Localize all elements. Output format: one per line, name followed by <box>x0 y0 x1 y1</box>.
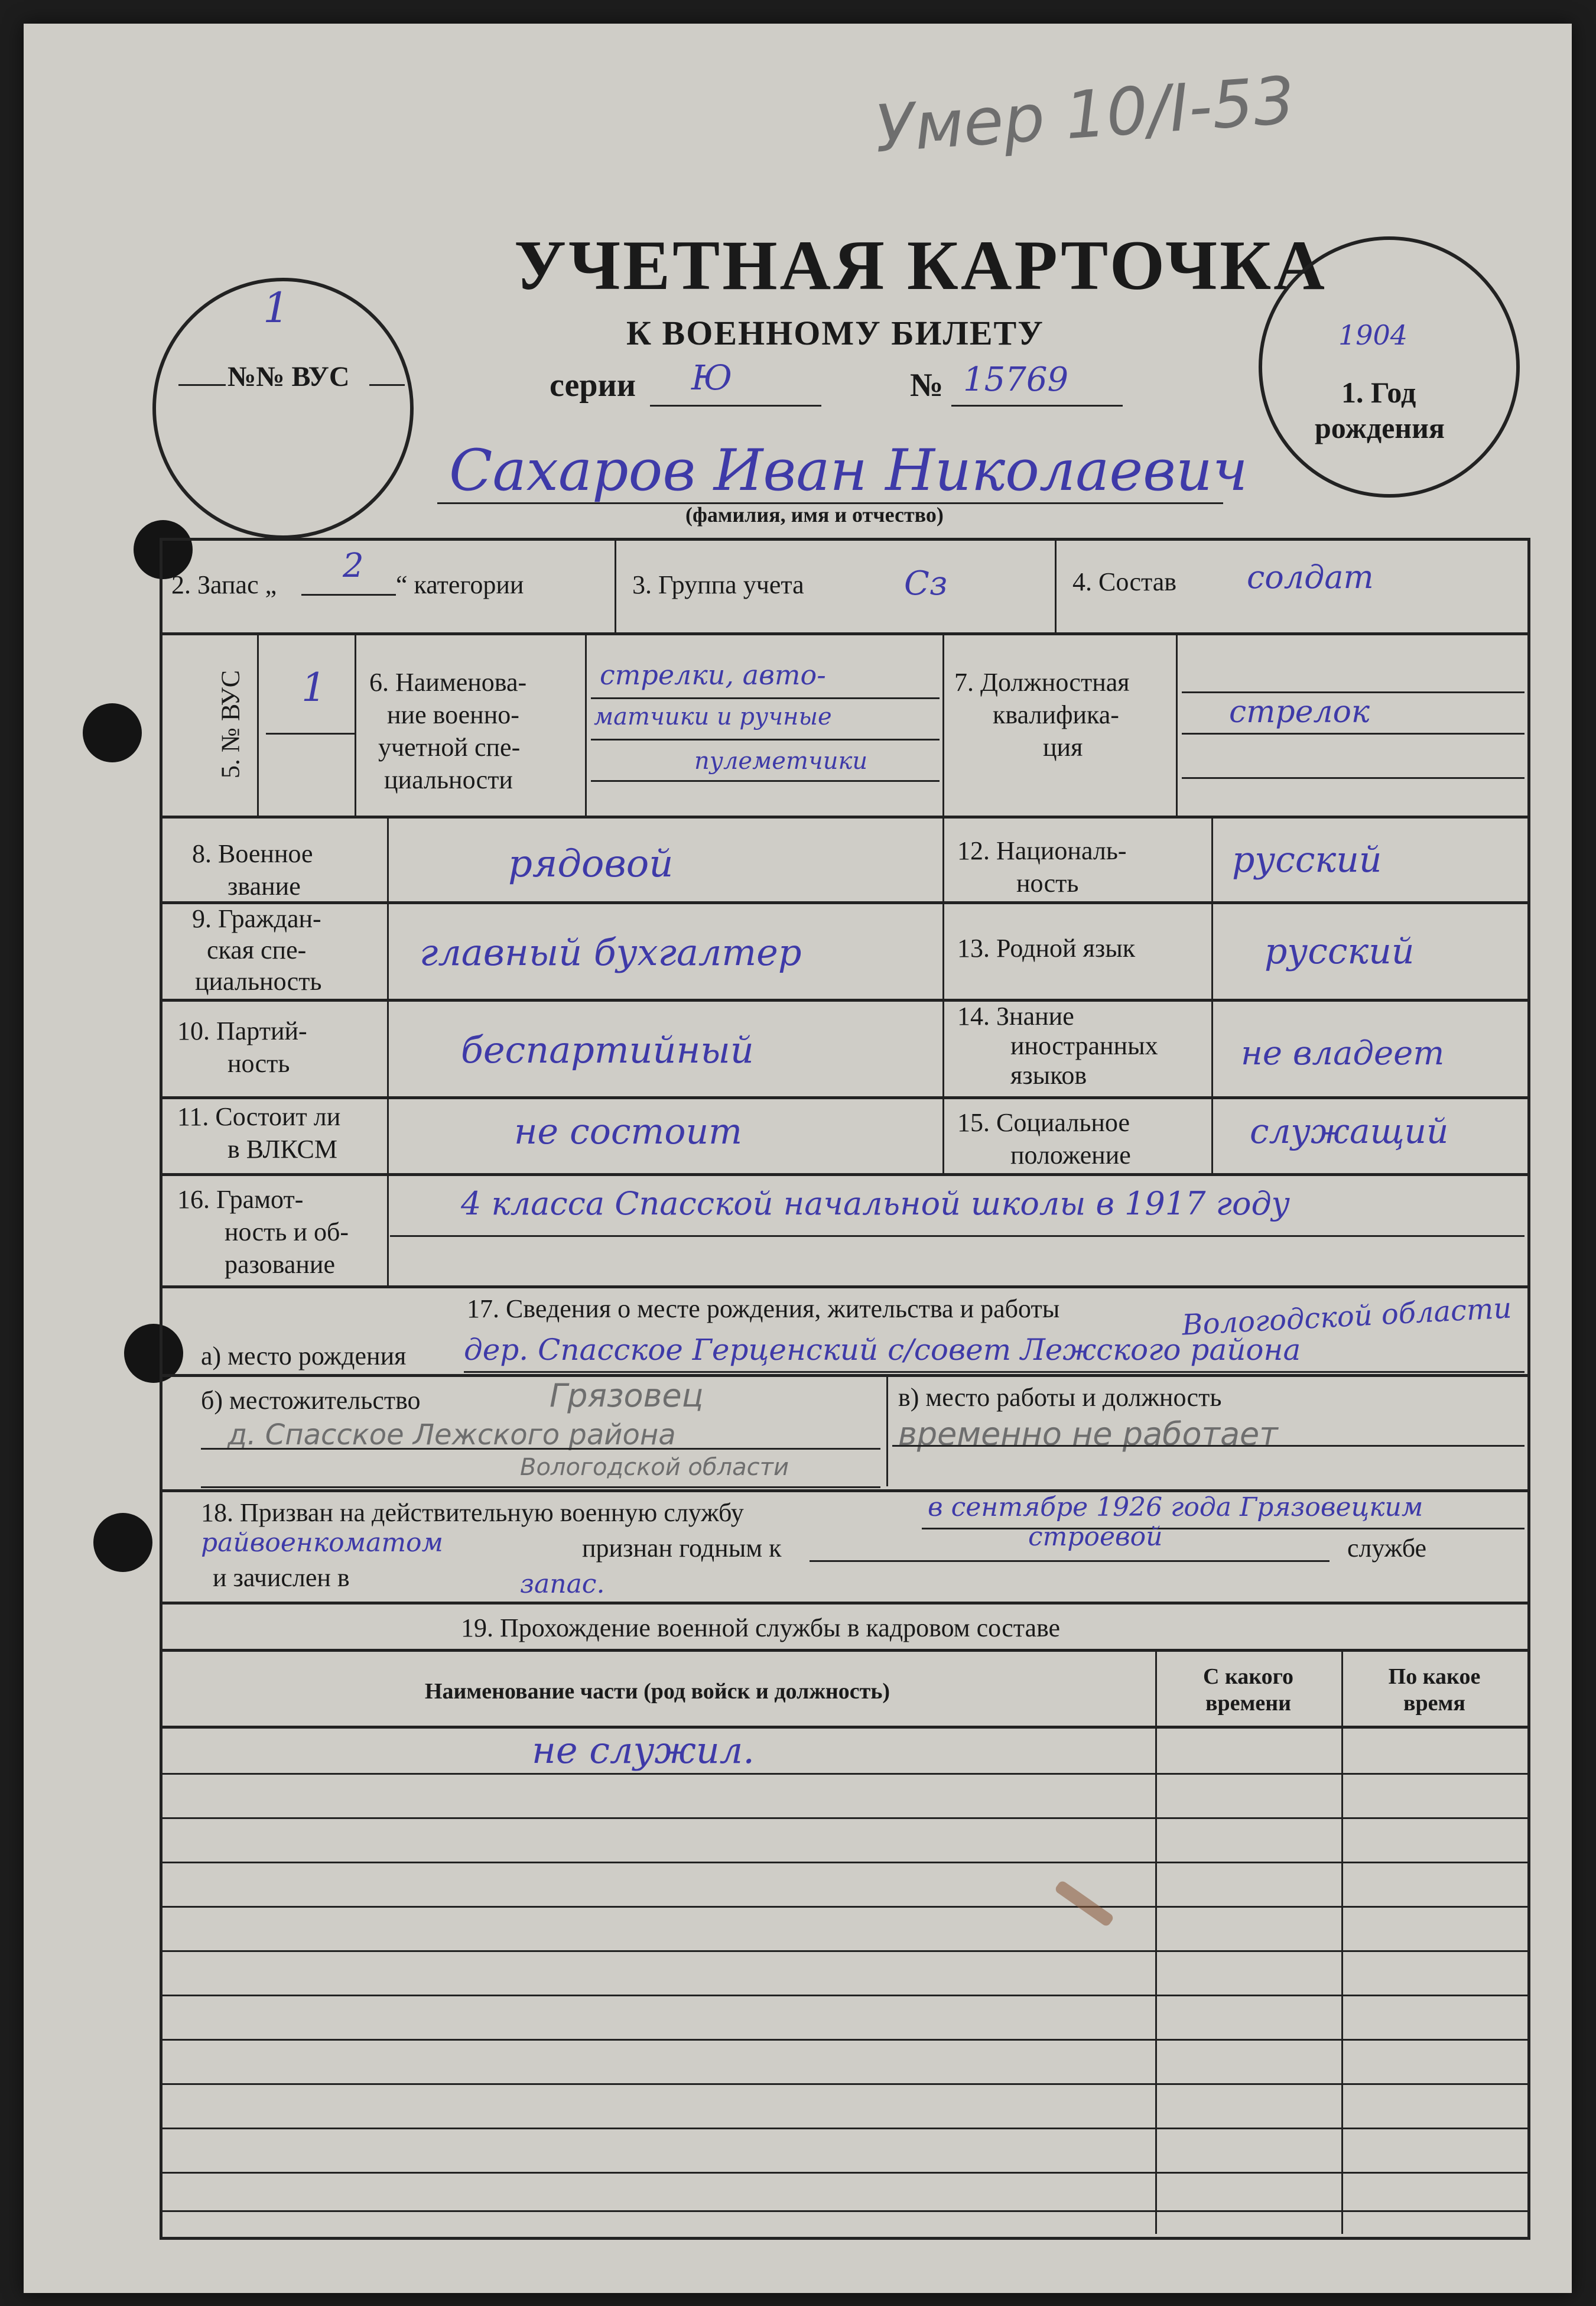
party-label-2: ность <box>227 1049 290 1078</box>
spec-label-1: 6. Наименова- <box>369 668 527 697</box>
reserve-suffix: “ категории <box>396 570 524 599</box>
section19-title: 19. Прохождение военной службы в кадровом составе <box>461 1613 1061 1642</box>
year-circle-label-1: 1. Год <box>1341 376 1416 409</box>
reserve-label: 2. Запас „ <box>171 570 277 599</box>
full-name-caption: (фамилия, имя и отчество) <box>685 503 944 527</box>
foreign-lang-label-2: иностранных <box>1010 1031 1158 1060</box>
education-label-1: 16. Грамот- <box>177 1185 304 1214</box>
social-value: служащий <box>1250 1111 1449 1151</box>
foreign-lang-value: не владеет <box>1241 1034 1445 1073</box>
nationality-label-1: 12. Националь- <box>957 836 1127 865</box>
qual-label-3: ция <box>1043 733 1083 762</box>
service-suffix: службе <box>1347 1534 1427 1563</box>
civil-spec-label-2: ская спе- <box>207 936 307 964</box>
vus-label: 5. № ВУС <box>216 670 245 779</box>
residence-value-3: Вологодской области <box>520 1454 789 1481</box>
qual-label-2: квалифика- <box>993 700 1119 729</box>
education-label-3: разование <box>225 1250 335 1279</box>
year-circle <box>1259 236 1520 498</box>
recognized-label: признан годным к <box>582 1534 782 1563</box>
punch-hole <box>83 703 142 762</box>
work-value: временно не работает <box>898 1415 1278 1453</box>
nationality-value: русский <box>1232 839 1382 881</box>
staff-label: 4. Состав <box>1072 567 1177 596</box>
native-lang-label: 13. Родной язык <box>957 934 1136 963</box>
native-lang-value: русский <box>1265 931 1415 972</box>
pencil-note: Умер 10/I-53 <box>872 62 1298 167</box>
spec-value-2: матчики и ручные <box>594 703 832 730</box>
year-circle-label-2: рождения <box>1315 411 1445 444</box>
col-from-header-1: С какого <box>1203 1664 1293 1689</box>
spec-label-2: ние военно- <box>387 700 519 729</box>
section18-label: 18. Призван на действительную военную службу <box>201 1498 744 1527</box>
staff-value: солдат <box>1247 558 1374 596</box>
enlisted-label: и зачислен в <box>213 1563 350 1592</box>
year-circle-value: 1904 <box>1338 319 1408 351</box>
vlksm-label-1: 11. Состоит ли <box>177 1102 341 1131</box>
col-to-header-2: время <box>1403 1691 1465 1716</box>
rank-label-2: звание <box>227 872 301 901</box>
recognized-value: строевой <box>1028 1522 1163 1552</box>
number-value: 15769 <box>963 360 1069 399</box>
spec-value-1: стрелки, авто- <box>600 659 826 691</box>
spec-value-3: пулеметчики <box>694 748 868 775</box>
social-label-2: положение <box>1010 1141 1131 1170</box>
col-from-header-2: времени <box>1205 1691 1292 1716</box>
section18-value-1: в сентябре 1926 года Грязовецким <box>928 1492 1423 1522</box>
group-label: 3. Группа учета <box>632 570 804 599</box>
vlksm-value: не состоит <box>514 1111 742 1152</box>
foreign-lang-label-1: 14. Знание <box>957 1002 1074 1031</box>
qual-label-1: 7. Должностная <box>954 668 1130 697</box>
foreign-lang-label-3: языков <box>1010 1061 1087 1090</box>
spec-label-4: циальности <box>384 765 513 794</box>
vus-circle-label: №№ ВУС <box>227 361 350 392</box>
col-unit-header: Наименование части (род войск и должность) <box>424 1679 890 1704</box>
section18-value-2: райвоенкоматом <box>201 1528 444 1558</box>
vlksm-label-2: в ВЛКСМ <box>227 1135 338 1164</box>
birth-value: дер. Спасское Герценский с/совет Лежского района <box>464 1333 1301 1367</box>
education-label-2: ность и об- <box>225 1217 349 1246</box>
series-label: серии <box>550 367 636 404</box>
party-value: беспартийный <box>461 1028 754 1071</box>
social-label-1: 15. Социальное <box>957 1108 1130 1137</box>
residence-label: б) местожительство <box>201 1386 421 1415</box>
civil-spec-value: главный бухгалтер <box>420 931 802 974</box>
number-label: № <box>910 367 944 404</box>
civil-spec-label-1: 9. Граждан- <box>192 904 321 933</box>
residence-value-2: д. Спасское Лежского района <box>227 1418 676 1451</box>
work-label: в) место работы и должность <box>898 1383 1222 1412</box>
vus-value: 1 <box>301 665 326 710</box>
nationality-label-2: ность <box>1016 869 1079 898</box>
civil-spec-label-3: циальность <box>195 967 322 996</box>
birth-label: а) место рождения <box>201 1342 407 1370</box>
series-value: Ю <box>691 358 733 398</box>
full-name: Сахаров Иван Николаевич <box>449 437 1248 504</box>
party-label-1: 10. Партий- <box>177 1016 307 1045</box>
rank-value: рядовой <box>508 842 674 886</box>
reserve-value: 2 <box>343 547 364 585</box>
rank-label-1: 8. Военное <box>192 839 313 868</box>
vus-circle-value: 1 <box>263 284 290 332</box>
card-title: УЧЕТНАЯ КАРТОЧКА <box>514 226 1327 304</box>
punch-hole <box>93 1513 152 1572</box>
qual-value: стрелок <box>1229 694 1370 730</box>
service-entry: не служил. <box>532 1729 755 1772</box>
birth-value-2: Вологодской области <box>1181 1291 1513 1342</box>
education-value: 4 класса Спасской начальной школы в 1917 году <box>461 1185 1290 1222</box>
spec-label-3: учетной спе- <box>378 733 521 762</box>
record-card <box>24 24 1572 2293</box>
card-subtitle: К ВОЕННОМУ БИЛЕТУ <box>626 314 1044 352</box>
section17-title: 17. Сведения о месте рождения, жительства и работы <box>467 1294 1060 1323</box>
enlisted-value: запас. <box>520 1569 605 1599</box>
col-to-header-1: По какое <box>1388 1664 1481 1689</box>
residence-value-1: Грязовец <box>550 1377 704 1414</box>
group-value: Сз <box>904 564 948 603</box>
